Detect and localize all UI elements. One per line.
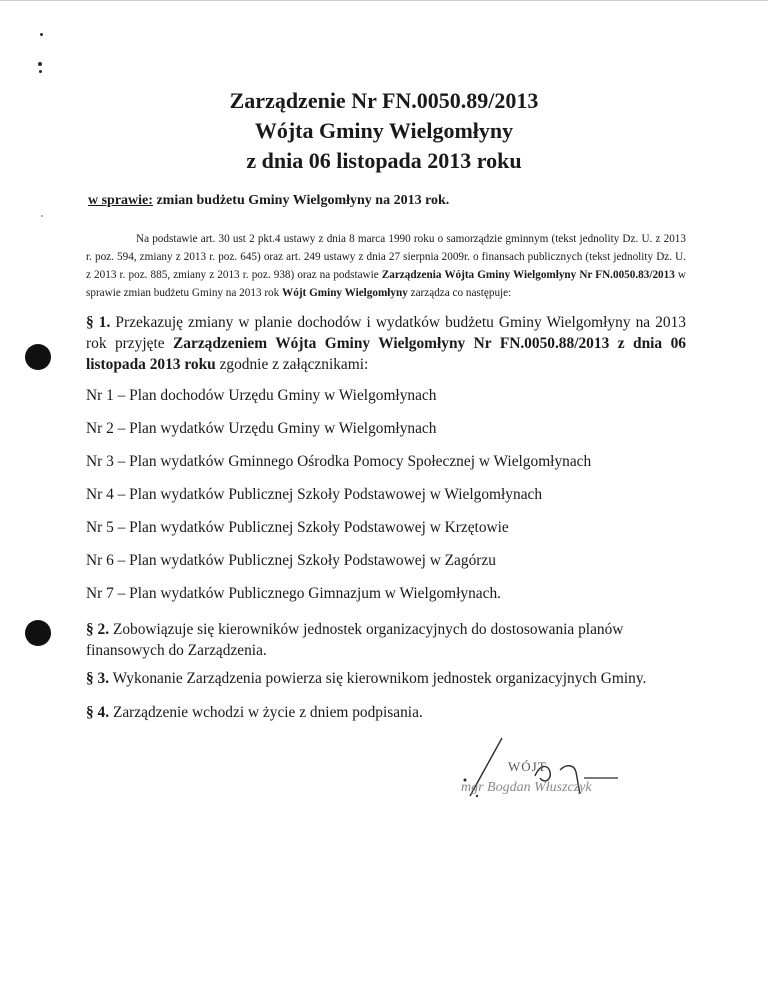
section-text: Zarządzenie wchodzi w życie z dniem podpisania. — [109, 704, 423, 721]
title-line-1: Zarządzenie Nr FN.0050.89/2013 — [229, 88, 539, 113]
basis-authority: Wójt Gminy Wielgomłyny — [282, 287, 408, 299]
section-4 — [86, 702, 686, 723]
scan-speck — [40, 33, 43, 36]
punch-hole — [25, 344, 51, 370]
signature-stamp: WÓJT — [508, 759, 547, 774]
section-1 — [86, 312, 686, 375]
basis-text: zarządza co następuje: — [407, 287, 512, 299]
scan-edge-line — [0, 0, 768, 1]
section-3 — [86, 668, 686, 689]
attachment-item: Nr 5 – Plan wydatków Publicznej Szkoły Podstawowej w Krzętowie — [86, 519, 509, 536]
basis-text: Na podstawie art. 30 ust 2 pkt.4 ustawy z dnia 8 marca 1990 roku o samorządzie gminnym (tekst jednolity Dz. U. z 2013 r. poz. 594, zmiany z 2013 r. poz. 645) oraz art. 249 ustawy z dnia 27 sierpnia 2009r. o finansach publicznych (tekst jednolity Dz. U. z 2013 r. poz. 885, zmiany z 2013 r. poz. 938) oraz na podstawie — [86, 233, 686, 281]
attachment-item: Nr 2 – Plan wydatków Urzędu Gminy w Wielgomłynach — [86, 420, 437, 437]
title-line-3: z dnia 06 listopada 2013 roku — [246, 148, 522, 173]
attachment-item: Nr 1 – Plan dochodów Urzędu Gminy w Wielgomłynach — [86, 387, 437, 404]
signature-name: mgr Bogdan Włuszczyk — [461, 780, 592, 795]
legal-basis-paragraph — [86, 230, 686, 302]
section-mark: § 4. — [86, 704, 110, 721]
section-2 — [86, 619, 686, 661]
section-mark: § 2. — [86, 621, 110, 638]
section-reference: Zarządzeniem Wójta Gminy Wielgomłyny Nr FN.0050.88/2013 z dnia 06 listopada 2013 roku — [86, 335, 686, 373]
subject-line — [88, 193, 449, 209]
subject-label: w sprawie: — [88, 193, 153, 208]
section-mark: § 3. — [86, 670, 110, 687]
attachment-item: Nr 4 – Plan wydatków Publicznej Szkoły Podstawowej w Wielgomłynach — [86, 486, 543, 503]
section-mark: § 1. — [86, 314, 111, 331]
document-title — [0, 86, 768, 176]
basis-reference: Zarządzenia Wójta Gminy Wielgomłyny Nr FN.0050.83/2013 — [381, 269, 675, 281]
attachment-item: Nr 7 – Plan wydatków Publicznego Gimnazjum w Wielgomłynach. — [86, 585, 501, 602]
attachment-item: Nr 6 – Plan wydatków Publicznej Szkoły Podstawowej w Zagórzu — [86, 552, 496, 569]
basis-text: w sprawie zmian budżetu Gminy na 2013 rok — [86, 269, 686, 299]
attachment-item: Nr 3 – Plan wydatków Gminnego Ośrodka Pomocy Społecznej w Wielgomłynach — [86, 453, 592, 470]
section-text: Wykonanie Zarządzenia powierza się kierownikom jednostek organizacyjnych Gminy. — [109, 670, 647, 687]
section-text: zgodnie z załącznikami: — [215, 356, 369, 373]
title-line-2: Wójta Gminy Wielgomłyny — [254, 118, 514, 143]
scan-speck — [38, 62, 42, 66]
scan-speck — [39, 70, 42, 73]
section-text: Przekazuję zmiany w planie dochodów i wydatków budżetu Gminy Wielgomłyny na 2013 rok przyjęte — [86, 314, 686, 352]
scan-speck — [41, 215, 43, 217]
section-text: Zobowiązuje się kierowników jednostek organizacyjnych do dostosowania planów finansowych do Zarządzenia. — [86, 621, 624, 659]
punch-hole — [25, 620, 51, 646]
subject-text: zmian budżetu Gminy Wielgomłyny na 2013 rok. — [152, 193, 450, 208]
